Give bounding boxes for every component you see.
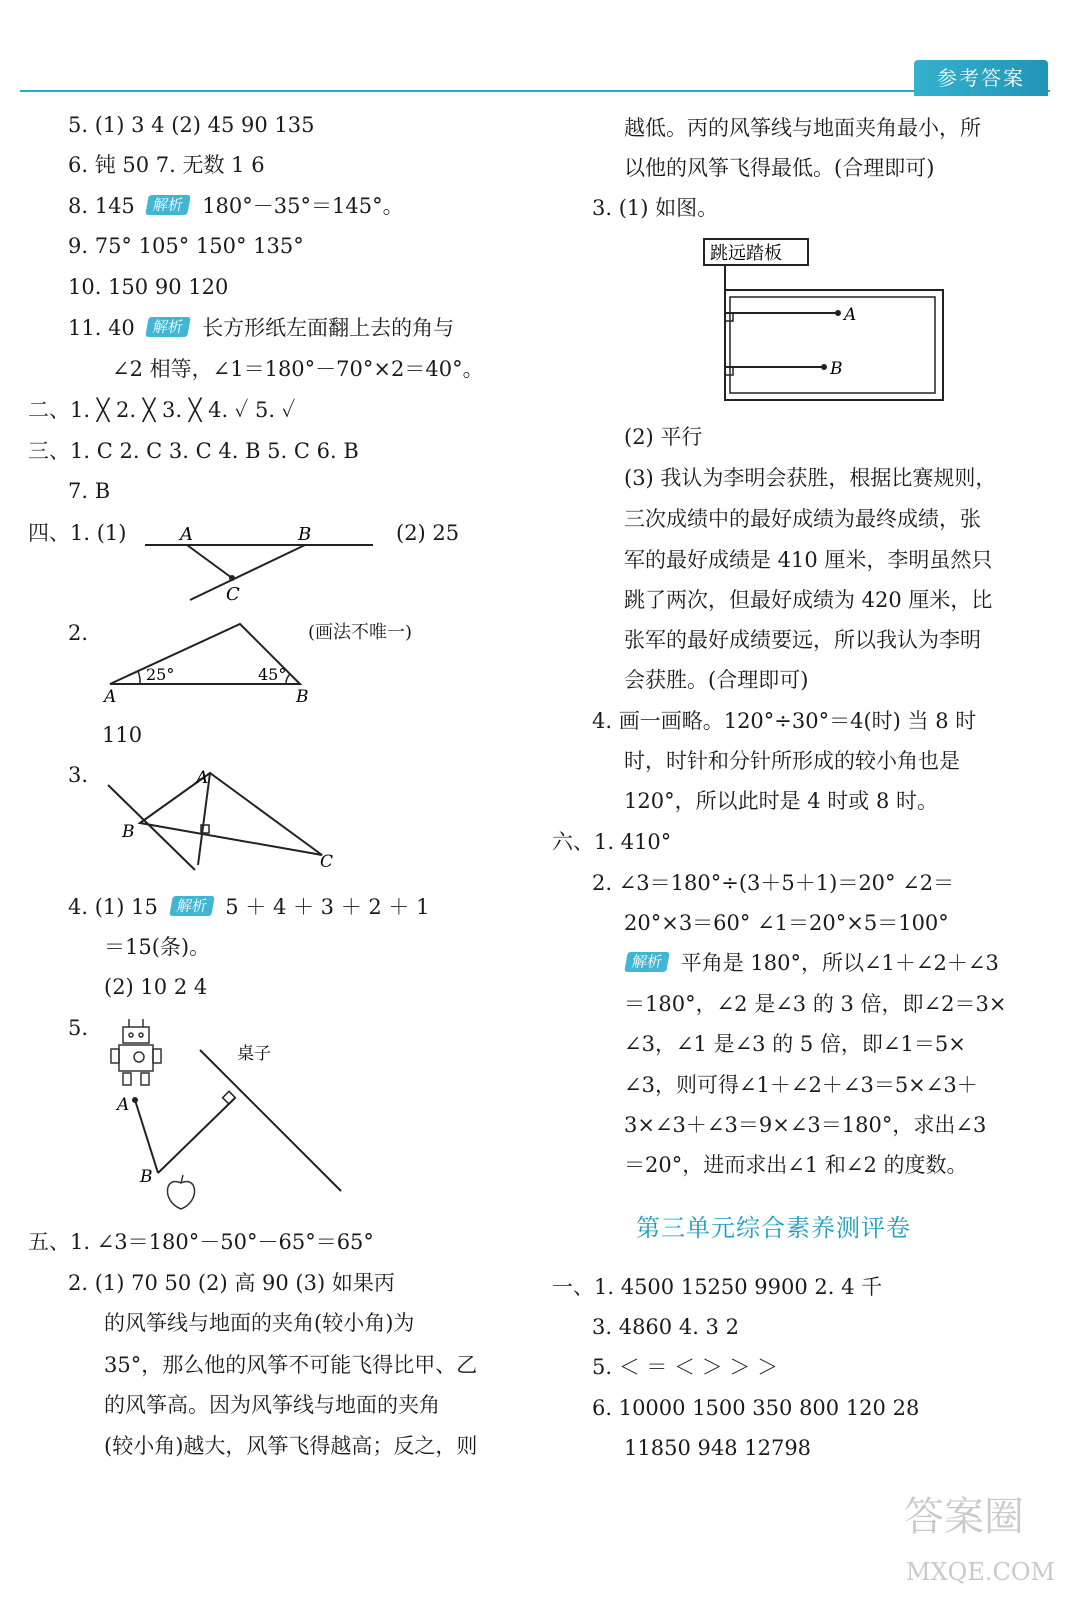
figure-triangle xyxy=(100,618,320,708)
analysis-badge: 解析 xyxy=(146,195,192,215)
answer-line: 六、1. 410° xyxy=(552,830,672,854)
answer-line: 会获胜。(合理即可) xyxy=(624,668,809,692)
watermark-logo xyxy=(900,1480,1060,1590)
figure-heights xyxy=(100,765,350,885)
point-label: B xyxy=(830,359,843,379)
answer-key-tab: 参考答案 xyxy=(914,60,1048,96)
point-label: C xyxy=(320,852,334,872)
answer-line: 2. (1) 70 50 (2) 高 90 (3) 如果丙 xyxy=(68,1271,395,1295)
answer-line: 3. (1) 如图。 xyxy=(592,196,719,220)
answer-line: 五、1. ∠3＝180°－50°－65°＝65° xyxy=(28,1230,374,1254)
answer-line: 一、1. 4500 15250 9900 2. 4 千 xyxy=(552,1275,883,1299)
drawing-note: (画法不唯一) xyxy=(308,622,413,643)
answer-text: 长方形纸左面翻上去的角与 xyxy=(202,316,455,340)
answer-line: 3. xyxy=(68,763,89,787)
answer-line xyxy=(68,892,429,922)
answer-line: 2. ∠3＝180°÷(3＋5＋1)＝20° ∠2＝ xyxy=(592,871,955,895)
answer-line: ∠3，则可得∠1＋∠2＋∠3＝5×∠3＋ xyxy=(624,1073,978,1097)
point-label: A xyxy=(104,687,117,707)
point-label: A xyxy=(117,1095,130,1115)
answer-text: 11. 40 xyxy=(68,316,135,340)
answer-line: 军的最好成绩是 410 厘米，李明虽然只 xyxy=(624,548,993,572)
answer-line: ∠3，∠1 是∠3 的 5 倍，即∠1＝5× xyxy=(624,1032,966,1056)
answer-line: ∠2 相等，∠1＝180°－70°×2＝40°。 xyxy=(112,357,484,381)
analysis-badge: 解析 xyxy=(169,896,215,916)
answer-line: 张军的最好成绩要远，所以我认为李明 xyxy=(624,628,981,652)
point-label: B xyxy=(140,1167,153,1187)
answer-line: ＝180°，∠2 是∠3 的 3 倍，即∠2＝3× xyxy=(624,992,1007,1016)
answer-line: (2) 平行 xyxy=(624,425,703,449)
apple-icon xyxy=(167,1175,194,1209)
point-label: C xyxy=(226,584,240,605)
point-label: A xyxy=(844,305,857,325)
answer-text: 4. (1) 15 xyxy=(68,895,158,919)
answer-line: ＝15(条)。 xyxy=(104,935,211,959)
answer-text: 5 ＋ 4 ＋ 3 ＋ 2 ＋ 1 xyxy=(225,895,430,919)
answer-line: 3×∠3＋∠3＝9×∠3＝180°，求出∠3 xyxy=(624,1113,987,1137)
robot-icon xyxy=(111,1019,161,1085)
section-title: 第三单元综合素养测评卷 xyxy=(636,1214,911,1242)
answer-line xyxy=(620,948,999,978)
answer-line: 的风筝线与地面的夹角(较小角)为 xyxy=(104,1311,415,1335)
angle-label: 25° xyxy=(146,665,175,684)
answer-line: 四、1. (1) xyxy=(28,521,127,545)
answer-text: 8. 145 xyxy=(68,194,135,218)
answer-line: 越低。丙的风筝线与地面夹角最小，所 xyxy=(624,116,981,140)
answer-line: 二、1. ╳ 2. ╳ 3. ╳ 4. ✓ 5. ✓ xyxy=(28,398,296,422)
answer-text: 180°－35°＝145°。 xyxy=(202,194,404,218)
point-label: B xyxy=(296,687,309,707)
answer-text: 平角是 180°，所以∠1＋∠2＋∠3 xyxy=(680,951,999,975)
answer-line: 5. xyxy=(68,1016,89,1040)
answer-line: 10. 150 90 120 xyxy=(68,275,229,299)
answer-line: 三、1. C 2. C 3. C 4. B 5. C 6. B xyxy=(28,439,359,463)
answer-line: 20°×3＝60° ∠1＝20°×5＝100° xyxy=(624,911,949,935)
watermark-url: MXQE.COM xyxy=(906,1558,1056,1586)
answer-line: 110 xyxy=(102,723,143,747)
answer-line: 9. 75° 105° 150° 135° xyxy=(68,234,304,258)
watermark-text: 答案圈 xyxy=(904,1494,1024,1540)
figure-lines-abc xyxy=(135,520,385,610)
point-label: A xyxy=(180,524,193,545)
answer-line: 时，时针和分针所形成的较小角也是 xyxy=(624,749,960,773)
answer-line: 6. 10000 1500 350 800 120 28 xyxy=(592,1396,920,1420)
answer-line: 5. (1) 3 4 (2) 45 90 135 xyxy=(68,113,315,137)
analysis-badge: 解析 xyxy=(146,317,192,337)
answer-line: (3) 我认为李明会获胜，根据比赛规则， xyxy=(624,466,997,490)
point-label: B xyxy=(298,524,312,545)
answer-line: 4. 画一画略。120°÷30°＝4(时) 当 8 时 xyxy=(592,709,977,733)
answer-line: 11850 948 12798 xyxy=(624,1436,812,1460)
answer-line: 3. 4860 4. 3 2 xyxy=(592,1315,739,1339)
answer-line: 2. xyxy=(68,621,89,645)
answer-line: 跳了两次，但最好成绩为 420 厘米，比 xyxy=(624,588,993,612)
analysis-badge: 解析 xyxy=(624,952,670,972)
answer-line: 7. B xyxy=(68,479,111,503)
angle-label: 45° xyxy=(258,665,287,684)
answer-line: 120°，所以此时是 4 时或 8 时。 xyxy=(624,789,939,813)
answer-line: 的风筝高。因为风筝线与地面的夹角 xyxy=(104,1393,440,1417)
answer-line xyxy=(68,313,454,343)
answer-line: 以他的风筝飞得最低。(合理即可) xyxy=(624,156,935,180)
header-rule xyxy=(20,90,1050,92)
answer-line: ＝20°，进而求出∠1 和∠2 的度数。 xyxy=(624,1153,968,1177)
table-label: 桌子 xyxy=(237,1044,271,1064)
figure-jump-board xyxy=(700,235,950,405)
point-label: A xyxy=(196,768,209,788)
answer-line: 5. ＜ ＝ ＜ ＞ ＞ ＞ xyxy=(592,1355,779,1379)
point-label: B xyxy=(122,822,135,842)
figure-robot-path xyxy=(105,1015,365,1215)
answer-line: 三次成绩中的最好成绩为最终成绩，张 xyxy=(624,507,981,531)
answer-line: 6. 钝 50 7. 无数 1 6 xyxy=(68,153,265,177)
answer-line xyxy=(68,191,404,221)
answer-line: (较小角)越大，风筝飞得越高；反之，则 xyxy=(104,1434,478,1458)
board-label: 跳远踏板 xyxy=(710,243,782,264)
answer-line: (2) 10 2 4 xyxy=(104,975,208,999)
answer-line: 35°，那么他的风筝不可能飞得比甲、乙 xyxy=(104,1353,478,1377)
answer-line: (2) 25 xyxy=(396,521,460,545)
